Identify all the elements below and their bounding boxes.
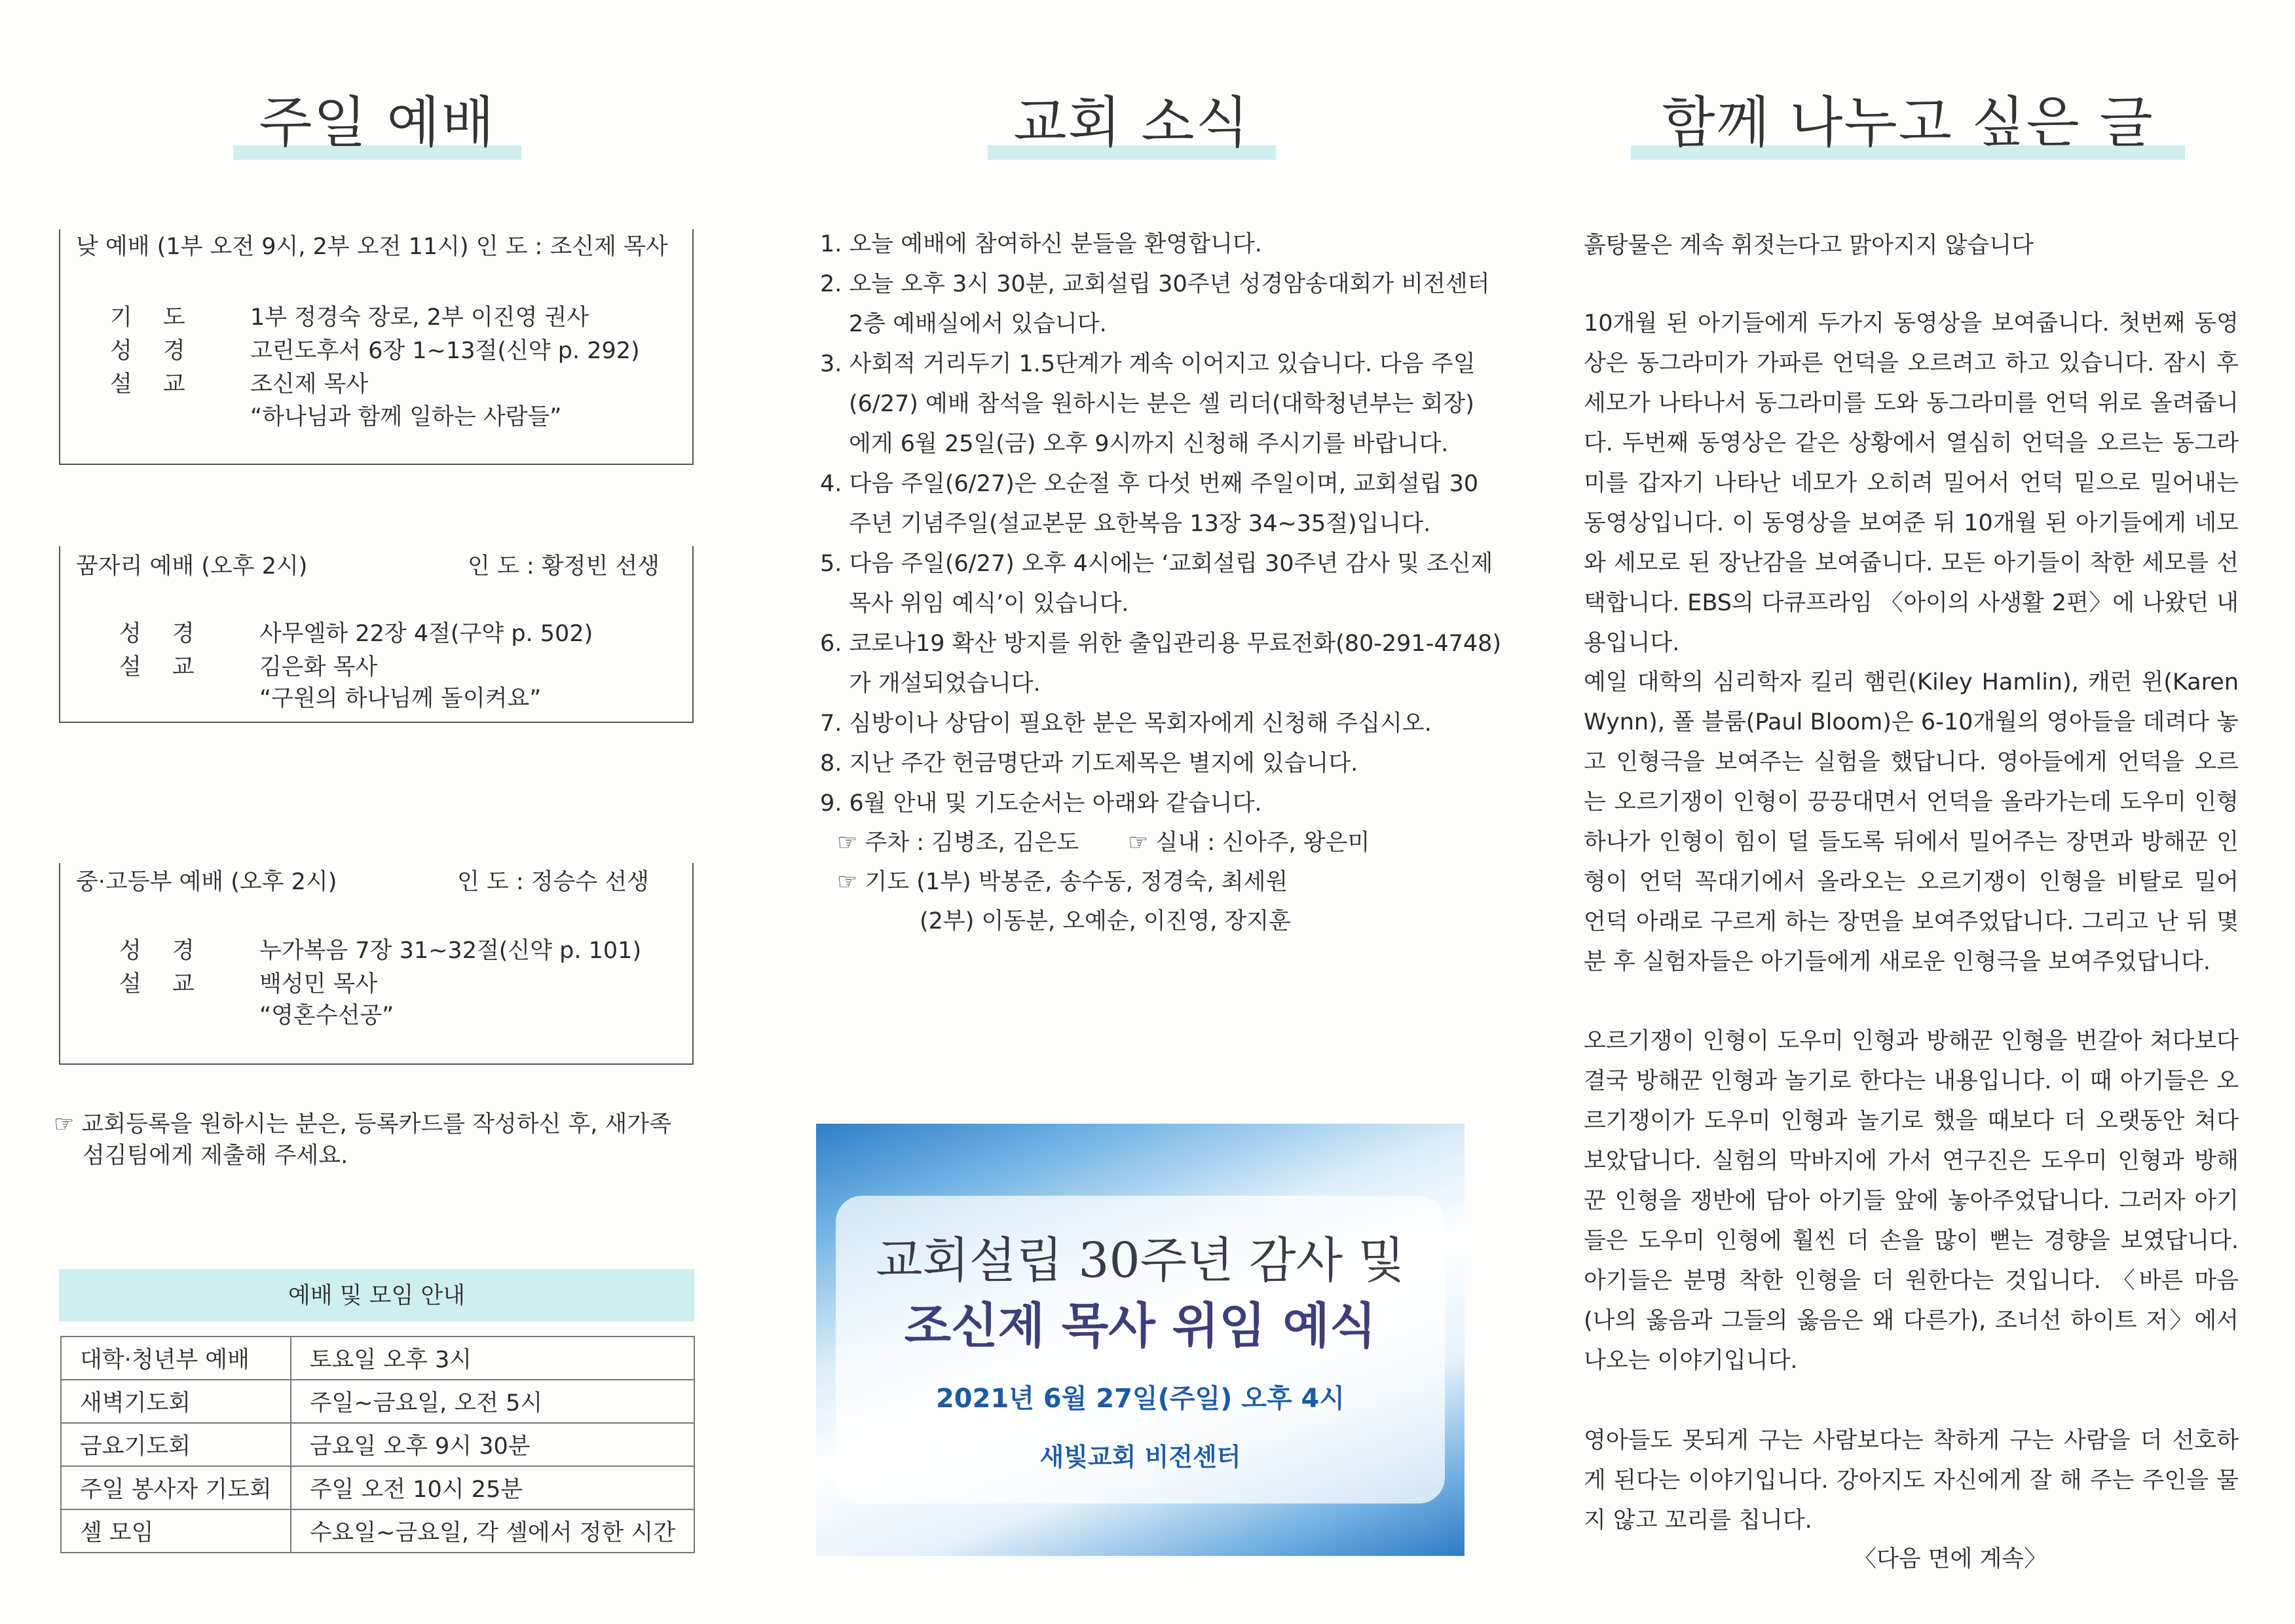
registration-note-line2: 섬김팀에게 제출해 주세요. xyxy=(83,1143,348,1169)
day-service-label-scripture: 성 경 xyxy=(110,338,197,364)
news-line: 5. 다음 주일(6/27) 오후 4시에는 ‘교회설립 30주년 감사 및 조신제 xyxy=(820,551,1493,577)
banner-title-line1: 교회설립 30주년 감사 및 xyxy=(875,1232,1406,1289)
day-service-sermon-title: “하나님과 함께 일하는 사람들” xyxy=(250,404,562,430)
table-row xyxy=(61,1380,694,1423)
day-service-value-preacher: 조신제 목사 xyxy=(250,371,369,397)
schedule-time-cell: 토요일 오후 3시 xyxy=(291,1337,694,1380)
schedule-time-cell: 주일~금요일, 오전 5시 xyxy=(291,1380,694,1423)
youth-label-sermon: 설 교 xyxy=(119,971,206,997)
section-heading-sunday-worship: 주일 예배 xyxy=(259,90,496,155)
schedule-time-cell: 금요일 오후 9시 30분 xyxy=(291,1423,694,1466)
duty-prayer-second: (2부) 이동분, 오예순, 이진영, 장지훈 xyxy=(920,908,1291,934)
day-service-label-prayer: 기 도 xyxy=(110,304,197,331)
banner-title-line2: 조신제 목사 위임 예식 xyxy=(904,1298,1377,1354)
continued-note: 〈다음 면에 계속〉 xyxy=(1854,1546,2047,1572)
nursery-label-sermon: 설 교 xyxy=(119,654,206,680)
news-line: 1. 오늘 예배에 참여하신 분들을 환영합니다. xyxy=(820,231,1262,257)
essay-title: 흙탕물은 계속 휘젓는다고 맑아지지 않습니다 xyxy=(1584,232,2034,259)
youth-value-preacher: 백성민 목사 xyxy=(259,971,378,997)
schedule-name-cell: 금요기도회 xyxy=(61,1423,291,1466)
youth-sermon-title: “영혼수선공” xyxy=(259,1003,394,1029)
news-line: 8. 지난 주간 헌금명단과 기도제목은 별지에 있습니다. xyxy=(820,750,1358,777)
day-service-value-prayer: 1부 정경숙 장로, 2부 이진영 권사 xyxy=(250,304,589,331)
nursery-sermon-title: “구원의 하나님께 돌이켜요” xyxy=(259,686,542,712)
nursery-value-scripture: 사무엘하 22장 4절(구약 p. 502) xyxy=(259,621,593,647)
table-row xyxy=(61,1466,694,1509)
essay-paragraph: 예일 대학의 심리학자 킬리 햄린(Kiley Hamlin), 캐런 윈(Karen Wynn), 폴 블룸(Paul Bloom)은 6-10개월의 영아들을 데려다 놓고 인형극을 보여주는 실험을 했답니다. 영아들에게 언덕을 오르는 오르기쟁이 인형이 끙끙대면서 언덕을 올라가는데 도우미 인형 하나가 인형이 힘이 덜 들도록 뒤에서 밀어주는 장면과 방해꾼 인형이 언덕 꼭대기에서 올라오는 오르기쟁이 인형을 비탈로 밀어 언덕 아래로 구르게 하는 장면을 보여주었답니다. 그리고 난 뒤 몇 분 후 실험자들은 아기들에게 새로운 인형극을 보여주었답니다. xyxy=(1584,669,2239,975)
youth-value-scripture: 누가복음 7장 31~32절(신약 p. 101) xyxy=(259,938,642,964)
schedule-time-cell: 주일 오전 10시 25분 xyxy=(291,1466,694,1509)
essay-paragraph: 영아들도 못되게 구는 사람보다는 착하게 구는 사람을 더 선호하게 된다는 이야기입니다. 강아지도 자신에게 잘 해 주는 주인을 물지 않고 꼬리를 칩니다. xyxy=(1584,1428,2239,1534)
news-line: 주년 기념주일(설교본문 요한복음 13장 34~35절)입니다. xyxy=(849,511,1431,537)
schedule-table xyxy=(60,1336,695,1553)
news-line: 6. 코로나19 확산 방지를 위한 출입관리용 무료전화(80-291-4748) xyxy=(820,631,1502,657)
table-row xyxy=(61,1423,694,1466)
nursery-value-preacher: 김은화 목사 xyxy=(259,654,378,680)
duty-interior: ☞ 실내 : 신아주, 왕은미 xyxy=(1128,830,1370,856)
news-line: (6/27) 예배 참석을 원하시는 분은 셀 리더(대학청년부는 회장) xyxy=(849,391,1474,417)
schedule-name-cell: 셀 모임 xyxy=(61,1509,291,1553)
banner-date: 2021년 6월 27일(주일) 오후 4시 xyxy=(935,1384,1345,1414)
schedule-name-cell: 대학·청년부 예배 xyxy=(61,1337,291,1380)
day-service-value-scripture: 고린도후서 6장 1~13절(신약 p. 292) xyxy=(250,338,640,364)
duty-parking: ☞ 주차 : 김병조, 김은도 xyxy=(837,830,1079,856)
duty-prayer-first: ☞ 기도 (1부) 박봉준, 송수동, 정경숙, 최세원 xyxy=(837,869,1288,895)
news-line: 9. 6월 안내 및 기도순서는 아래와 같습니다. xyxy=(820,790,1262,817)
schedule-time-cell: 수요일~금요일, 각 셀에서 정한 시간 xyxy=(291,1509,694,1553)
schedule-name-cell: 새벽기도회 xyxy=(61,1380,291,1423)
youth-service-leader: 인 도 : 정승수 선생 xyxy=(457,869,649,895)
day-service-header: 낮 예배 (1부 오전 9시, 2부 오전 11시) 인 도 : 조신제 목사 xyxy=(76,234,668,260)
nursery-service-title: 꿈자리 예배 (오후 2시) xyxy=(76,553,308,580)
news-line: 2층 예배실에서 있습니다. xyxy=(849,311,1107,337)
news-line: 4. 다음 주일(6/27)은 오순절 후 다섯 번째 주일이며, 교회설립 30 xyxy=(820,471,1479,497)
youth-label-scripture: 성 경 xyxy=(119,938,206,964)
news-line: 목사 위임 예식’이 있습니다. xyxy=(849,591,1129,617)
banner-venue: 새빛교회 비전센터 xyxy=(1039,1443,1241,1471)
news-list xyxy=(820,225,1501,824)
day-service-label-sermon: 설 교 xyxy=(110,371,197,397)
news-line: 2. 오늘 오후 3시 30분, 교회설립 30주년 성경암송대회가 비전센터 xyxy=(820,271,1490,297)
table-row xyxy=(61,1337,694,1380)
registration-note-line1: ☞ 교회등록을 원하시는 분은, 등록카드를 작성하신 후, 새가족 xyxy=(54,1111,671,1137)
essay-paragraph: 10개월 된 아기들에게 두가지 동영상을 보여줍니다. 첫번째 동영상은 동그라미가 가파른 언덕을 오르려고 하고 있습니다. 잠시 후 세모가 나타나서 동그라미를 도와 동그라미를 언덕 위로 올려줍니다. 두번째 동영상은 같은 상황에서 열심히 언덕을 오르는 동그라미를 갑자기 나타난 네모가 오히려 밀어서 언덕 밑으로 밀어내는 동영상입니다. 이 동영상을 보여준 뒤 10개월 된 아기들에게 네모와 세모로 된 장난감을 보여줍니다. 모든 아기들이 착한 세모를 선택합니다. EBS의 다큐프라임 〈아이의 사생활 2편〉에 나왔던 내용입니다. xyxy=(1584,310,2239,656)
table-row xyxy=(61,1509,694,1553)
news-line: 가 개설되었습니다. xyxy=(849,671,1041,697)
anniversary-banner xyxy=(816,1124,1465,1556)
news-line: 3. 사회적 거리두기 1.5단계가 계속 이어지고 있습니다. 다음 주일 xyxy=(820,351,1476,377)
schedule-title: 예배 및 모임 안내 xyxy=(288,1283,466,1309)
nursery-label-scripture: 성 경 xyxy=(119,621,206,647)
nursery-service-leader: 인 도 : 황정빈 선생 xyxy=(468,553,660,580)
news-line: 에게 6월 25일(금) 오후 9시까지 신청해 주시기를 바랍니다. xyxy=(849,431,1449,457)
section-heading-church-news: 교회 소식 xyxy=(1013,90,1250,155)
schedule-name-cell: 주일 봉사자 기도회 xyxy=(61,1466,291,1509)
youth-service-title: 중·고등부 예배 (오후 2시) xyxy=(76,869,337,895)
section-heading-sharing: 함께 나누고 싶은 글 xyxy=(1662,90,2154,155)
essay-paragraph: 오르기쟁이 인형이 도우미 인형과 방해꾼 인형을 번갈아 쳐다보다 결국 방해꾼 인형과 놀기로 한다는 내용입니다. 이 때 아기들은 오르기쟁이가 도우미 인형과 놀기로 했을 때보다 더 오랫동안 쳐다보았답니다. 실험의 막바지에 가서 연구진은 도우미 인형과 방해꾼 인형을 쟁반에 담아 아기들 앞에 놓아주었답니다. 그러자 아기들은 도우미 인형에 훨씬 더 손을 많이 뻗는 경향을 보였답니다. 아기들은 분명 착한 인형을 더 원한다는 것입니다. 〈바른 마음 (나의 옳음과 그들의 옳음은 왜 다른가), 조너선 하이트 저〉에서 나오는 이야기입니다. xyxy=(1584,1028,2239,1374)
news-line: 7. 심방이나 상담이 필요한 분은 목회자에게 신청해 주십시오. xyxy=(820,710,1432,737)
